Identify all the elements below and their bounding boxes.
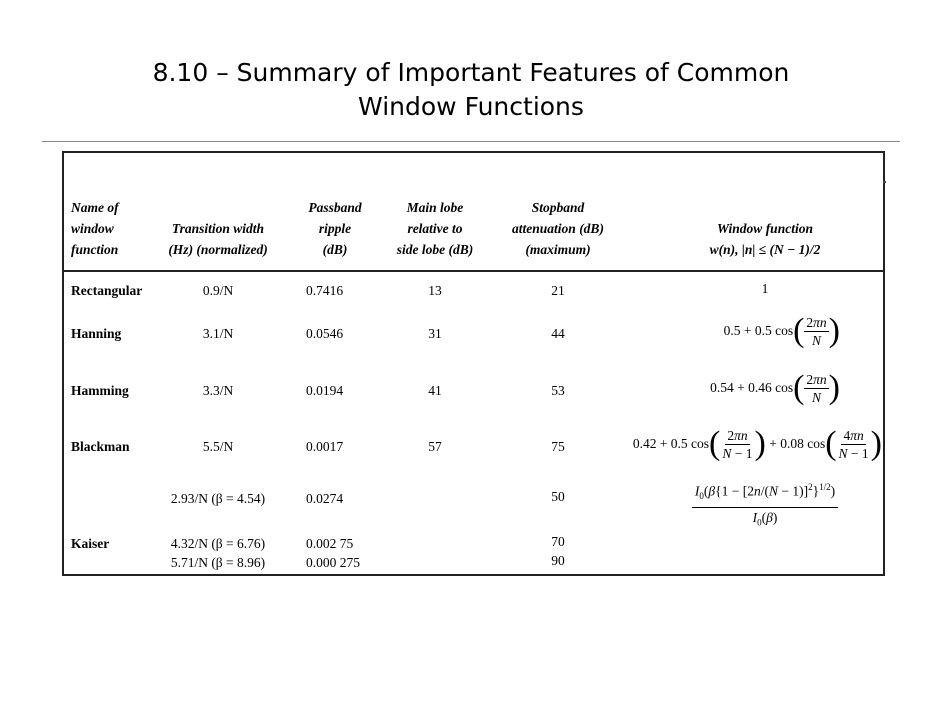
- row-blackman-window: 0.42 + 0.5 cos ( $\frac{2\pi n}{N - 1}$ ) + 0.08 cos ( $\frac{4\pi n}{N - 1}$ ): [632, 425, 882, 462]
- row-hamming-stopband: 53: [551, 383, 565, 398]
- row-rectangular-window: 1: [761, 281, 769, 296]
- row-rectangular-mainlobe: 13: [428, 283, 442, 298]
- header-stopband: Stopband attenuation (dB) (maximum): [512, 200, 604, 257]
- row-blackman-name: Blackman: [71, 439, 130, 454]
- header-passband: Passband ripple (dB): [308, 200, 362, 257]
- row-hamming-window: 0.54 + 0.46 cos ( $\frac{2\pi n}{N}$ ): [710, 369, 840, 406]
- header-name: Name of window function: [71, 200, 119, 257]
- row-kaiser2-passband: 0.002 75: [306, 536, 354, 551]
- row-rectangular-name: Rectangular: [71, 283, 143, 298]
- title-divider: [42, 141, 900, 142]
- row-rectangular-transition: 0.9/N: [202, 283, 234, 298]
- row-blackman-passband: 0.0017: [306, 439, 344, 454]
- row-hamming-name: Hamming: [71, 383, 129, 398]
- table-header-divider: [64, 270, 883, 272]
- row-kaiser-name: Kaiser: [71, 536, 110, 551]
- header-window: Window function w(n), |n| ≤ (N − 1)/2: [709, 221, 821, 257]
- row-hanning-passband: 0.0546: [306, 326, 344, 341]
- row-hamming-transition: 3.3/N: [202, 383, 234, 398]
- table-frame-mark: [883, 181, 886, 183]
- slide-title-line1: 8.10 – Summary of Important Features of Common: [152, 58, 790, 87]
- row-hanning-mainlobe: 31: [428, 326, 442, 341]
- row-kaiser1-passband: 0.0274: [306, 491, 344, 506]
- row-rectangular-stopband: 21: [551, 283, 565, 298]
- row-kaiser2-transition: 4.32/N (β = 6.76): [170, 536, 266, 551]
- row-kaiser3-transition: 5.71/N (β = 8.96): [170, 555, 266, 570]
- row-blackman-transition: 5.5/N: [202, 439, 234, 454]
- row-hamming-passband: 0.0194: [306, 383, 344, 398]
- header-mainlobe: Main lobe relative to side lobe (dB): [396, 200, 474, 257]
- row-kaiser2-stopband: 70: [551, 534, 565, 549]
- row-kaiser1-stopband: 50: [551, 489, 565, 504]
- row-kaiser-window: $\frac{I_0(\beta\{1 - [2n/(N - 1)]^2\}^{1/2})}{I_0(\beta)}$: [684, 479, 846, 533]
- row-hanning-window: 0.5 + 0.5 cos ( $\frac{2\pi n}{N}$ ): [723, 312, 840, 349]
- slide-title-line2: Window Functions: [358, 92, 584, 121]
- row-hanning-transition: 3.1/N: [202, 326, 234, 341]
- row-hamming-mainlobe: 41: [428, 383, 442, 398]
- row-kaiser1-transition: 2.93/N (β = 4.54): [170, 491, 266, 506]
- row-kaiser3-stopband: 90: [551, 553, 565, 568]
- row-hanning-name: Hanning: [71, 326, 122, 341]
- row-rectangular-passband: 0.7416: [306, 283, 344, 298]
- row-kaiser3-passband: 0.000 275: [306, 555, 360, 570]
- row-hanning-stopband: 44: [551, 326, 565, 341]
- row-blackman-mainlobe: 57: [428, 439, 442, 454]
- slide-title: [0, 56, 942, 124]
- header-transition: Transition width (Hz) (normalized): [168, 221, 268, 257]
- row-blackman-stopband: 75: [551, 439, 565, 454]
